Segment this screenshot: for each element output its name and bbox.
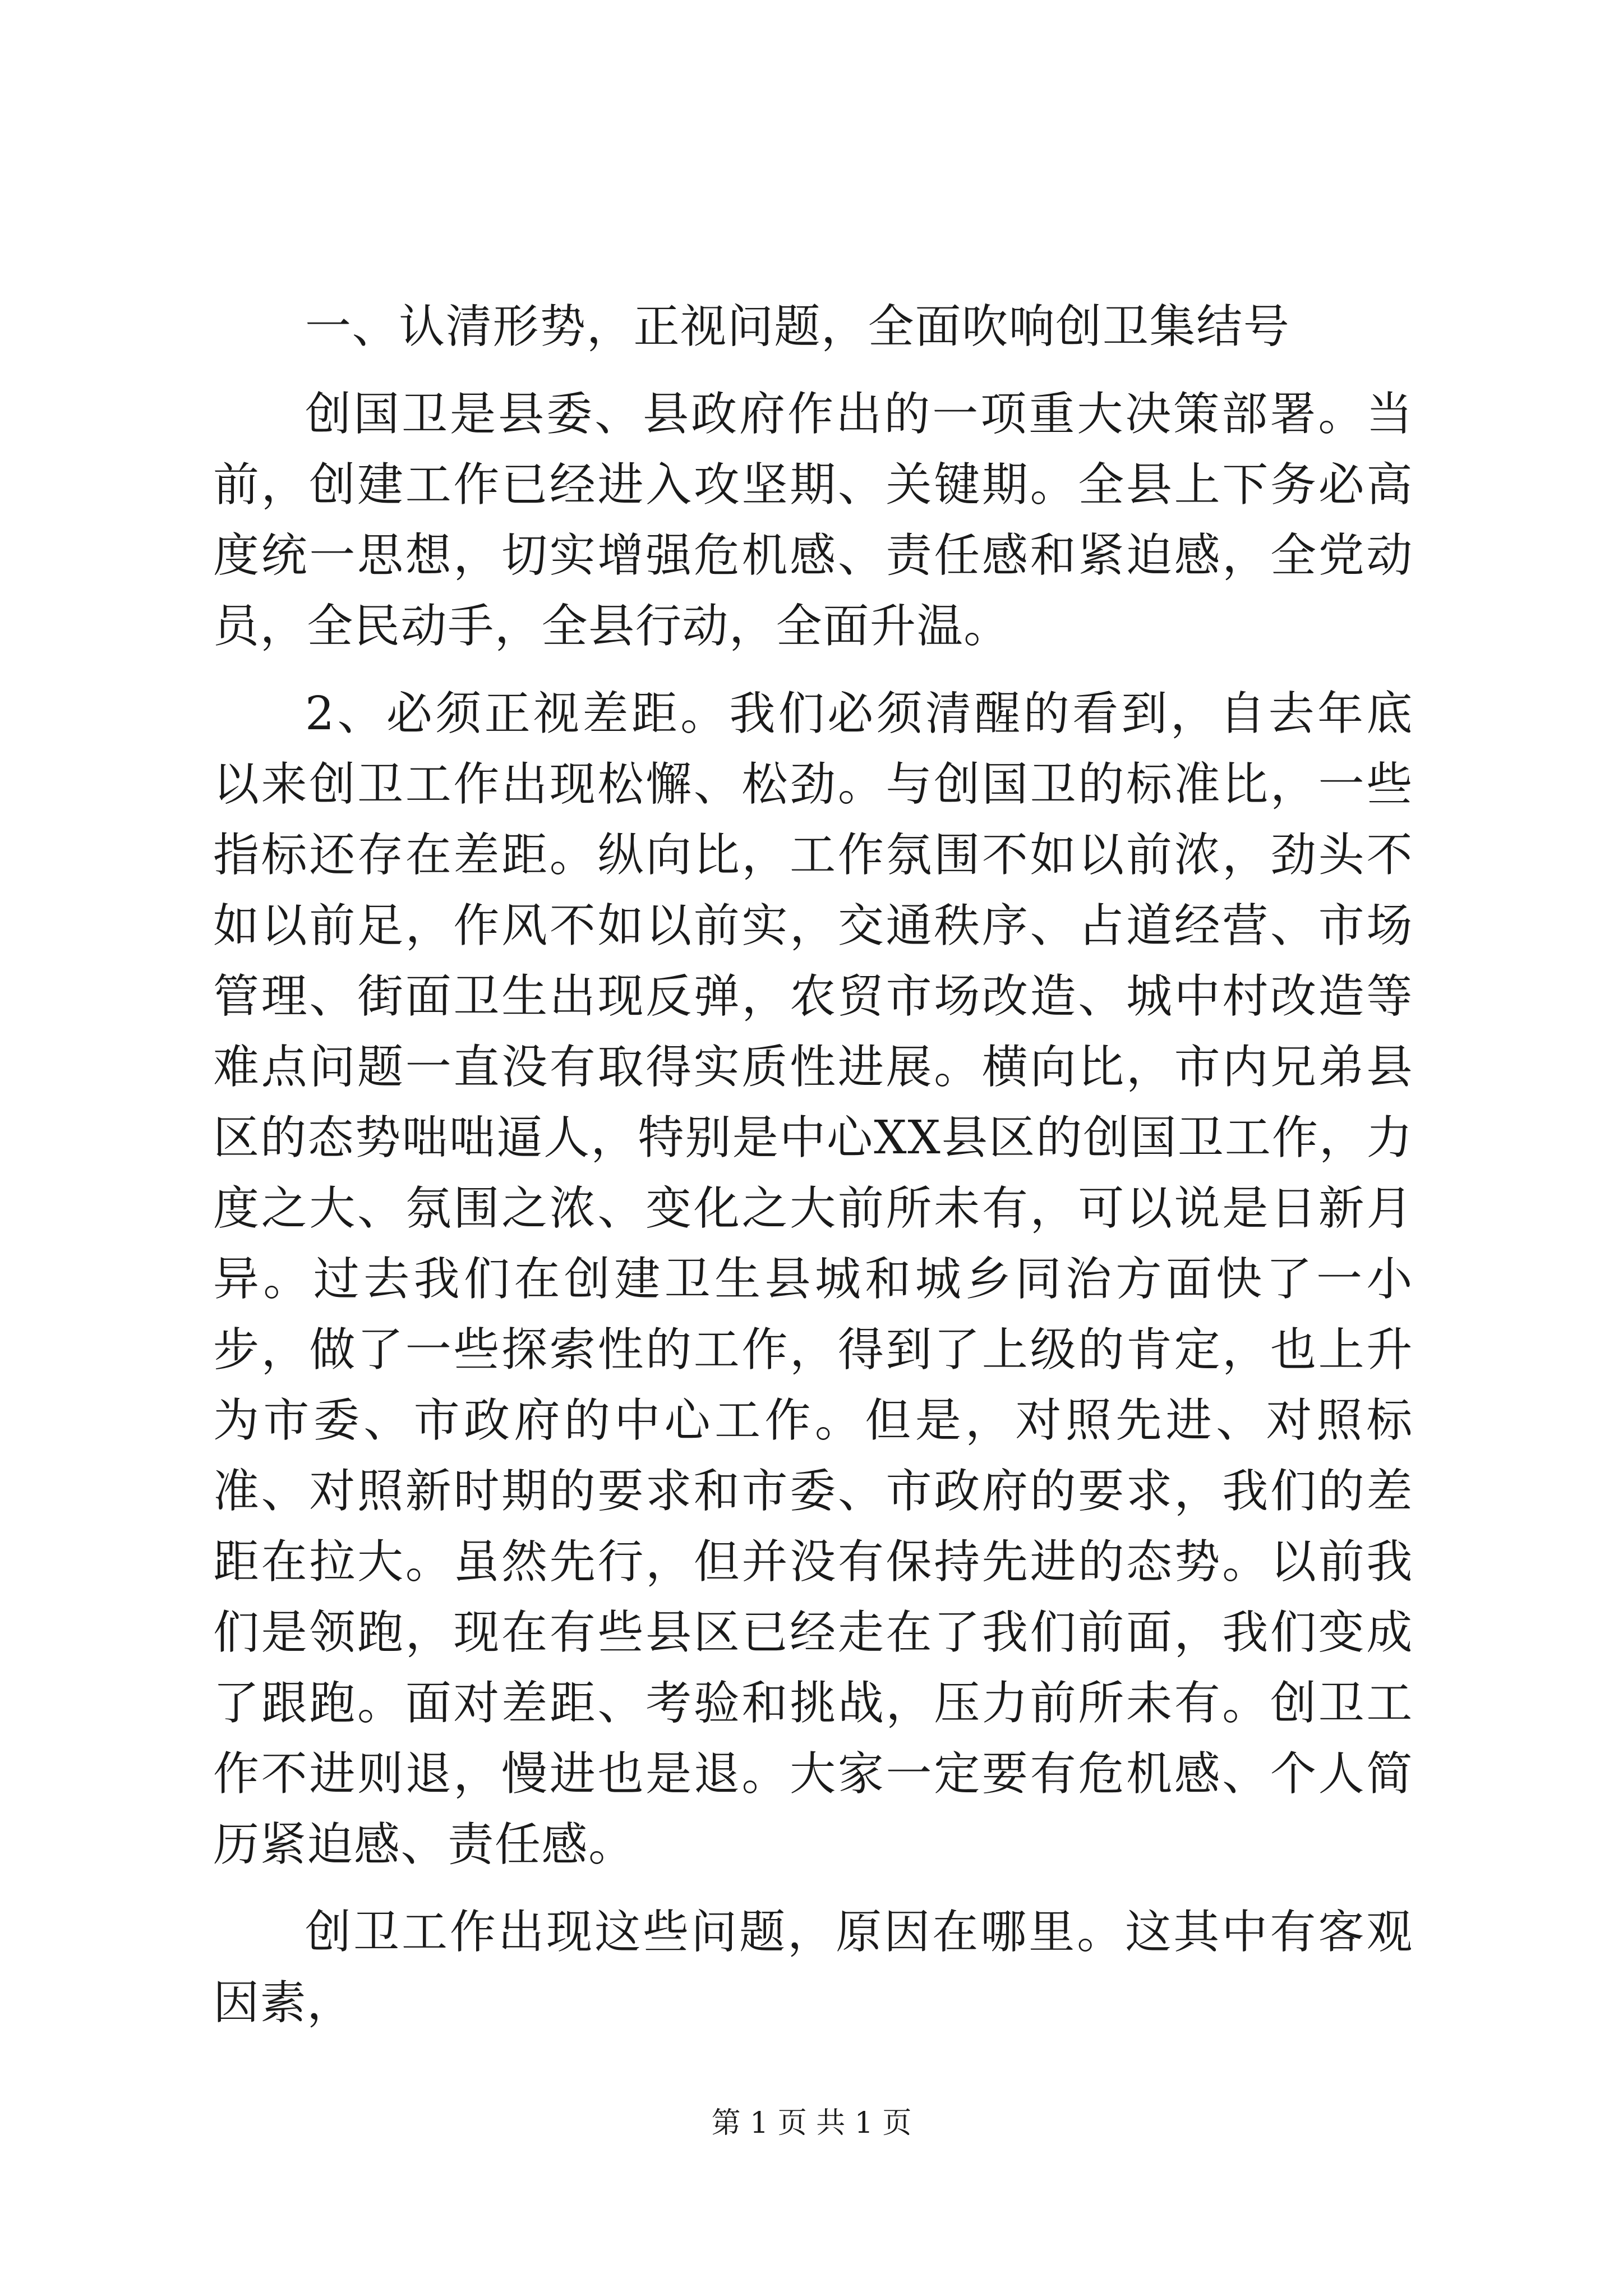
paragraph-3: 创卫工作出现这些问题，原因在哪里。这其中有客观因素， — [213, 1906, 1413, 2030]
page-number-label: 第 1 页 共 1 页 — [711, 2106, 912, 2140]
document-body — [213, 292, 1413, 2055]
paragraph-2: 2、必须正视差距。我们必须清醒的看到，自去年底以来创卫工作出现松懈、松劲。与创国卫的标准比，一些指标还存在差距。纵向比，工作氛围不如以前浓，劲头不如以前足，作风不如以前实，交通秩序、占道经营、市场管理、街面卫生出现反弹，农贸市场改造、城中村改造等难点问题一直没有取得实质性进展。横向比，市内兄弟县区的态势咄咄逼人，特别是中心XX县区的创国卫工作，力度之大、氛围之浓、变化之大前所未有，可以说是日新月异。过去我们在创建卫生县城和城乡同治方面快了一小步，做了一些探索性的工作，得到了上级的肯定，也上升为市委、市政府的中心工作。但是，对照先进、对照标准、对照新时期的要求和市委、市政府的要求，我们的差距在拉大。虽然先行，但并没有保持先进的态势。以前我们是领跑，现在有些县区已经走在了我们前面，我们变成了跟跑。面对差距、考验和挑战，压力前所未有。创卫工作不进则退，慢进也是退。大家一定要有危机感、个人简历紧迫感、责任感。 — [213, 687, 1413, 1871]
paragraph-1: 创国卫是县委、县政府作出的一项重大决策部署。当前，创建工作已经进入攻坚期、关键期。全县上下务必高度统一思想，切实增强危机感、责任感和紧迫感，全党动员，全民动手，全县行动，全面升温。 — [213, 388, 1413, 653]
section-heading: 一、认清形势，正视问题，全面吹响创卫集结号 — [305, 300, 1290, 353]
page-footer — [0, 2104, 1623, 2143]
